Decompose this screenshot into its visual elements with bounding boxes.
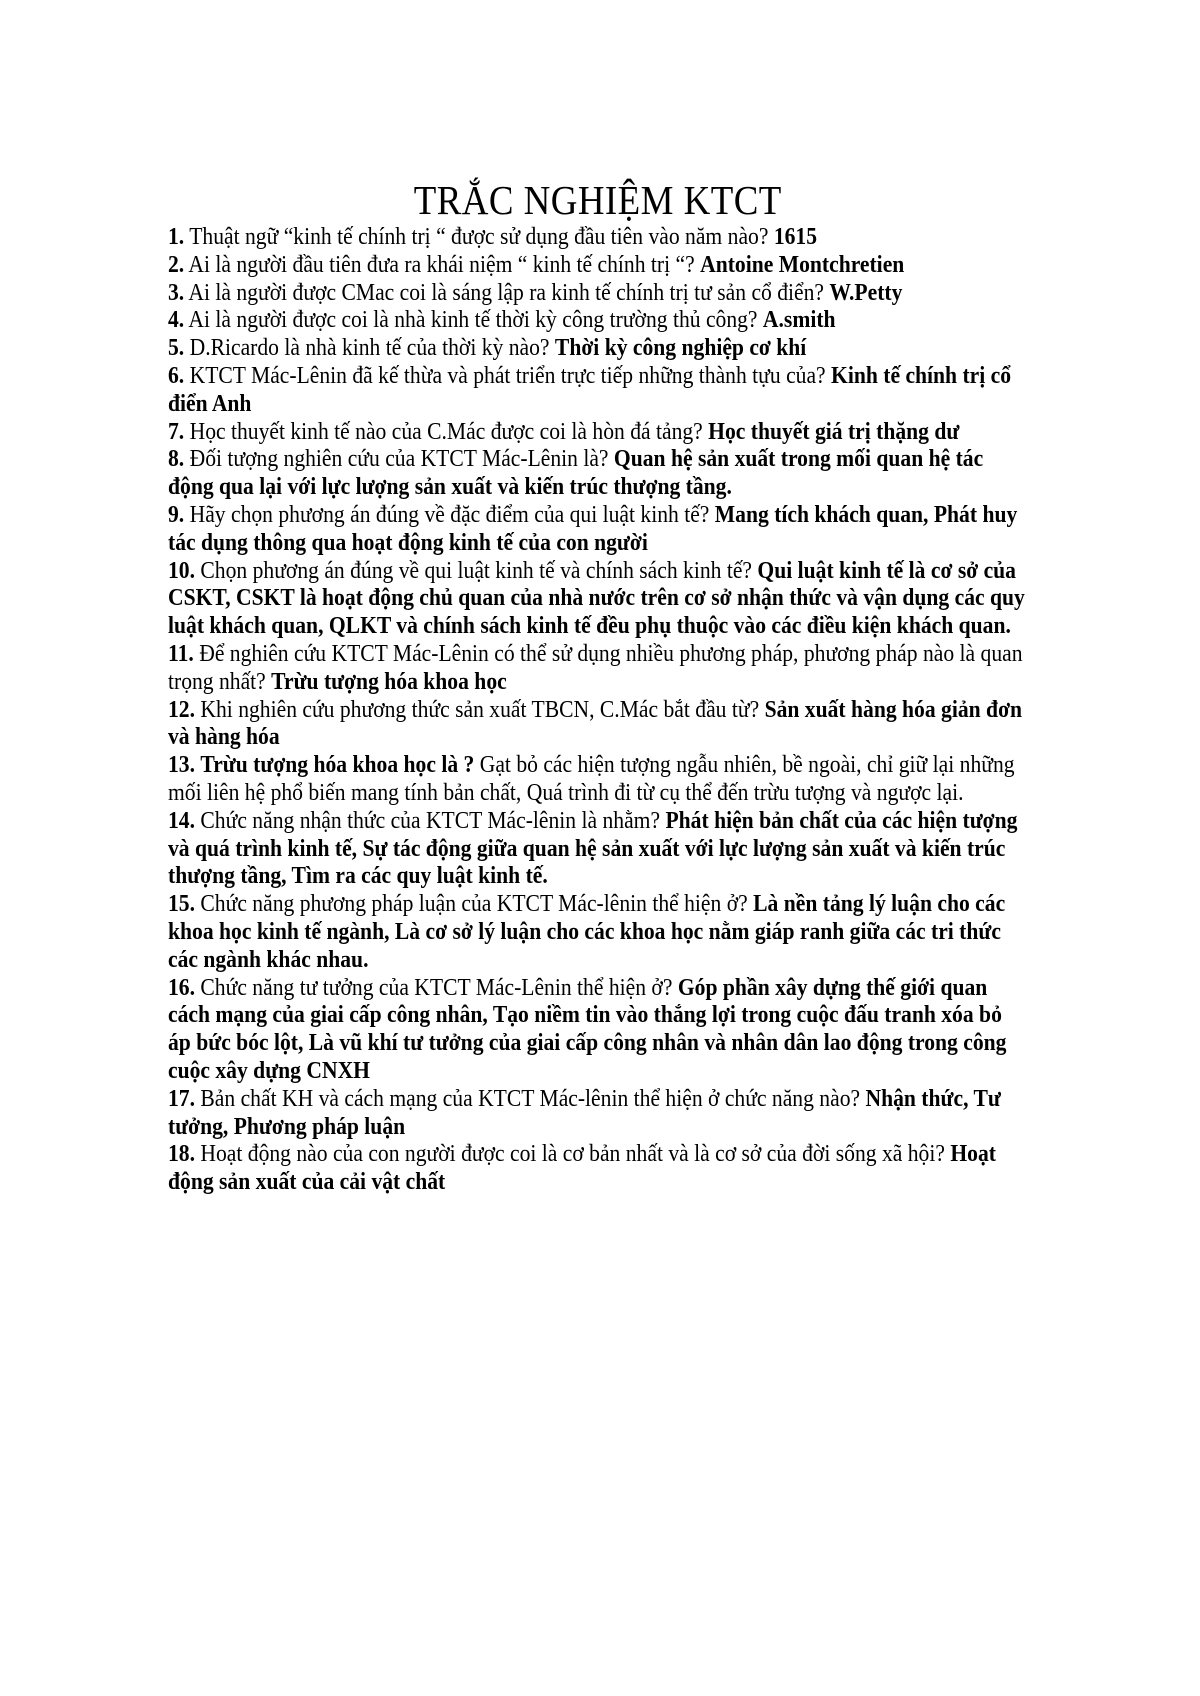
answer-text: Sản xuất hàng hóa giản đơn và hàng hóa [168, 696, 1023, 751]
answer-text: Antoine Montchretien [700, 251, 905, 278]
question-number: 3. [168, 279, 185, 306]
answer-text: Qui luật kinh tế là cơ sở của CSKT, CSKT là hoạt động chủ quan của nhà nước trên cơ sở nhận thức và vận dụng các quy luật khách quan, QLKT và chính sách kinh tế đều phụ thuộc vào các điều kiện khách quan. [168, 557, 1025, 640]
question-number: 9. [168, 501, 185, 528]
question-number: 16. [168, 974, 195, 1001]
question-number: 18. [168, 1141, 195, 1168]
question-text: Hoạt động nào của con người được coi là cơ bản nhất và là cơ sở của đời sống xã hội? [200, 1141, 945, 1168]
question-text: Để nghiên cứu KTCT Mác-Lênin có thể sử dụng nhiều phương pháp, phương pháp nào là quan trọng nhất? [168, 640, 1023, 695]
question-number: 10. [168, 557, 195, 584]
question-text: D.Ricardo là nhà kinh tế của thời kỳ nào? [189, 335, 550, 362]
question-item [168, 252, 1028, 280]
question-text: Học thuyết kinh tế nào của C.Mác được coi là hòn đá tảng? [189, 418, 703, 445]
question-text: Đối tượng nghiên cứu của KTCT Mác-Lênin là? [189, 446, 609, 473]
question-text: Chức năng phương pháp luận của KTCT Mác-lênin thể hiện ở? [200, 891, 748, 918]
answer-text: Kinh tế chính trị cổ điển Anh [168, 362, 1012, 417]
answer-text: Góp phần xây dựng thế giới quan cách mạng của giai cấp công nhân, Tạo niềm tin vào thắng lợi trong cuộc đấu tranh xóa bỏ áp bức bóc lột, Là vũ khí tư tưởng của giai cấp công nhân và nhân dân lao động trong công cuộc xây dựng CNXH [168, 974, 1007, 1084]
answer-text: 1615 [773, 224, 818, 250]
question-item [168, 419, 1028, 447]
question-number: 2. [168, 251, 185, 278]
question-number: 6. [168, 362, 185, 389]
question-number: 13. [168, 752, 195, 779]
answer-text: Học thuyết giá trị thặng dư [708, 418, 960, 445]
answer-text: Quan hệ sản xuất trong mối quan hệ tác động qua lại với lực lượng sản xuất và kiến trúc thượng tầng. [168, 446, 984, 501]
question-item [168, 641, 1028, 697]
question-text: Ai là người đầu tiên đưa ra khái niệm “ kinh tế chính trị “? [188, 251, 695, 278]
document-title: TRẮC NGHIỆM KTCT [413, 177, 782, 223]
question-item [168, 446, 1028, 502]
question-text: Chức năng tư tưởng của KTCT Mác-Lênin thể hiện ở? [200, 974, 673, 1001]
question-number: 17. [168, 1085, 195, 1112]
question-item [168, 502, 1028, 558]
question-text: Ai là người được coi là nhà kinh tế thời kỳ công trường thủ công? [188, 307, 758, 334]
answer-text: W.Petty [829, 279, 903, 306]
question-number: 12. [168, 696, 195, 723]
question-text: KTCT Mác-Lênin đã kế thừa và phát triển trực tiếp những thành tựu của? [189, 362, 826, 389]
question-item [168, 224, 1028, 252]
question-number: 1. [168, 224, 185, 250]
question-number: 15. [168, 891, 195, 918]
question-text: Chức năng nhận thức của KTCT Mác-lênin là nhằm? [200, 807, 661, 834]
question-item [168, 752, 1028, 808]
question-text: Chọn phương án đúng về qui luật kinh tế và chính sách kinh tế? [200, 557, 753, 584]
question-item [168, 975, 1028, 1086]
question-number: 7. [168, 418, 185, 445]
question-item [168, 363, 1028, 419]
question-number: 11. [168, 640, 194, 667]
question-item [168, 1086, 1028, 1142]
question-number: 8. [168, 446, 185, 473]
question-number: 5. [168, 335, 185, 362]
answer-text: Trừu tượng hóa khoa học [271, 668, 507, 695]
answer-text: Gạt bỏ các hiện tượng ngẫu nhiên, bề ngoài, chỉ giữ lại những mối liên hệ phổ biến mang tính bản chất, Quá trình đi từ cụ thể đến trừu tượng và ngược lại. [168, 752, 1015, 806]
question-item [168, 558, 1028, 641]
question-text: Hãy chọn phương án đúng về đặc điểm của qui luật kinh tế? [189, 501, 710, 528]
answer-text: Phát hiện bản chất của các hiện tượng và quá trình kinh tế, Sự tác động giữa quan hệ sản xuất với lực lượng sản xuất và kiến trúc thượng tầng, Tìm ra các quy luật kinh tế. [168, 807, 1018, 890]
question-item [168, 891, 1028, 974]
question-text: Ai là người được CMac coi là sáng lập ra kinh tế chính trị tư sản cổ điển? [188, 279, 825, 306]
answer-text: Mang tích khách quan, Phát huy tác dụng thông qua hoạt động kinh tế của con người [168, 501, 1018, 556]
document-page [168, 176, 1028, 1197]
question-number: 4. [168, 307, 185, 334]
question-text: Trừu tượng hóa khoa học là ? [200, 752, 475, 779]
question-item [168, 1141, 1028, 1197]
question-item [168, 307, 1028, 335]
answer-text: Nhận thức, Tư tưởng, Phương pháp luận [168, 1085, 1001, 1140]
question-list [168, 224, 1028, 1197]
question-item [168, 335, 1028, 363]
answer-text: Là nền tảng lý luận cho các khoa học kinh tế ngành, Là cơ sở lý luận cho các khoa học nằm giáp ranh giữa các tri thức các ngành khác nhau. [168, 891, 1006, 973]
question-number: 14. [168, 807, 195, 834]
question-item [168, 280, 1028, 308]
question-item [168, 697, 1028, 753]
question-text: Bản chất KH và cách mạng của KTCT Mác-lênin thể hiện ở chức năng nào? [200, 1085, 861, 1112]
answer-text: A.smith [762, 307, 836, 334]
question-text: Thuật ngữ “kinh tế chính trị “ được sử dụng đầu tiên vào năm nào? [189, 224, 769, 250]
answer-text: Hoạt động sản xuất của cải vật chất [168, 1141, 996, 1196]
question-item [168, 808, 1028, 891]
answer-text: Thời kỳ công nghiệp cơ khí [554, 335, 807, 362]
question-text: Khi nghiên cứu phương thức sản xuất TBCN, C.Mác bắt đầu từ? [200, 696, 760, 723]
